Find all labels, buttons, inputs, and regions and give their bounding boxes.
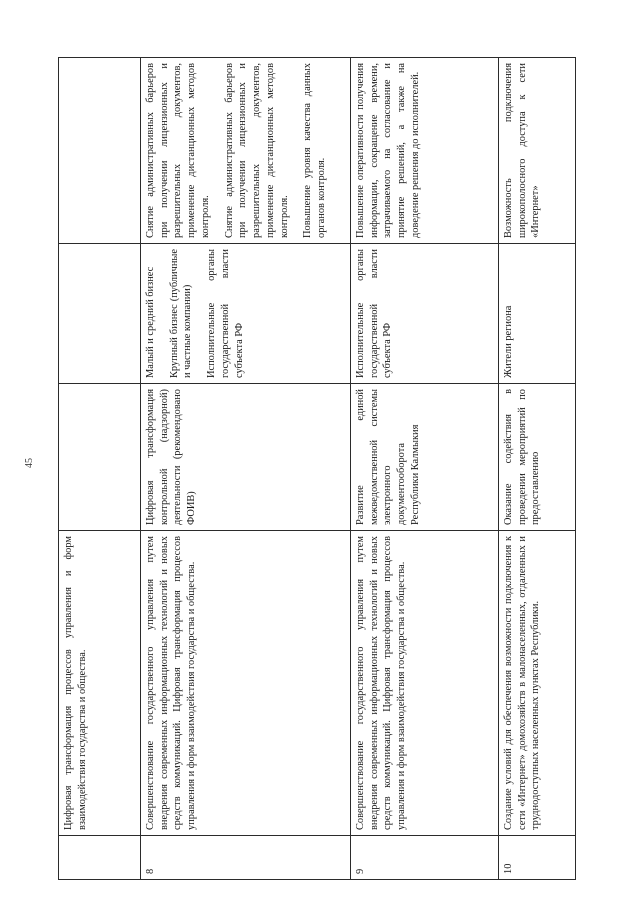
project-cell: Цифровая трансформация контрольной (надзорной) деятельности (рекомендовано ФОИВ): [141, 384, 351, 531]
effect-item: Снятие административных барьеров при получении лицензионных и разрешительных документов, применение дистанционных методов контроля.: [223, 63, 290, 238]
effects-cell: [59, 58, 141, 244]
row-number: 8: [141, 836, 351, 880]
effect-item: Снятие административных барьеров при получении лицензионных и разрешительных документов, применение дистанционных методов контроля.: [145, 63, 211, 238]
table-row: [59, 58, 141, 880]
row-number: 10: [499, 836, 576, 880]
beneficiary-item: Малый и средний бизнес: [145, 266, 156, 378]
beneficiary-item: Крупный бизнес (публичные и частные компании): [168, 249, 194, 378]
goal-cell: Создание условий для обеспечения возможности подключения к сети «Интернет» домохозяйств в малонаселенных, отдаленных и труднодоступных населенных пунктах Республики.: [499, 531, 576, 836]
row-number: 9: [351, 836, 499, 880]
effects-cell: [499, 58, 576, 244]
page-number: 45: [24, 458, 35, 468]
goal-cell: Совершенствование государственного управления путем внедрения современных информационных технологий и новых средств коммуникаций. Цифровая трансформация процессов управления и форм взаимодействия государства и общества.: [141, 531, 351, 836]
beneficiary-item: Исполнительные органы государственной власти субъекта РФ: [206, 249, 245, 378]
table-row: [351, 58, 499, 880]
table-row: [499, 58, 576, 880]
project-cell: [59, 384, 141, 531]
effect-item: Повышение оперативности получения информации, сокращение времени, затрачиваемого на согласование и принятие решений, а также на доведение решения до исполнителей.: [355, 63, 421, 238]
beneficiaries-cell: [499, 244, 576, 384]
beneficiaries-cell: [351, 244, 499, 384]
effects-cell: [141, 58, 351, 244]
table-row: [141, 58, 351, 880]
row-number: [59, 836, 141, 880]
effect-item: Возможность подключения широкополосного доступа к сети «Интернет»: [503, 63, 542, 238]
beneficiaries-cell: [59, 244, 141, 384]
measures-table: [58, 57, 576, 880]
beneficiaries-cell: [141, 244, 351, 384]
rotated-table-container: [58, 58, 575, 880]
project-cell: Оказание содействия в проведении мероприятий по предоставлению: [499, 384, 576, 531]
goal-cell: Цифровая трансформация процессов управления и форм взаимодействия государства и общества.: [59, 531, 141, 836]
effect-item: Повышение уровня качества данных органов контроля.: [302, 63, 328, 238]
beneficiary-item: Жители региона: [503, 305, 514, 378]
goal-cell: Совершенствование государственного управления путем внедрения современных информационных технологий и новых средств коммуникаций. Цифровая трансформация процессов управления и форм взаимодействия государства и общества.: [351, 531, 499, 836]
beneficiary-item: Исполнительные органы государственной власти субъекта РФ: [355, 249, 394, 378]
project-cell: Развитие единой межведомственной системы электронного документооборота Республики Калмыкия: [351, 384, 499, 531]
effects-cell: [351, 58, 499, 244]
